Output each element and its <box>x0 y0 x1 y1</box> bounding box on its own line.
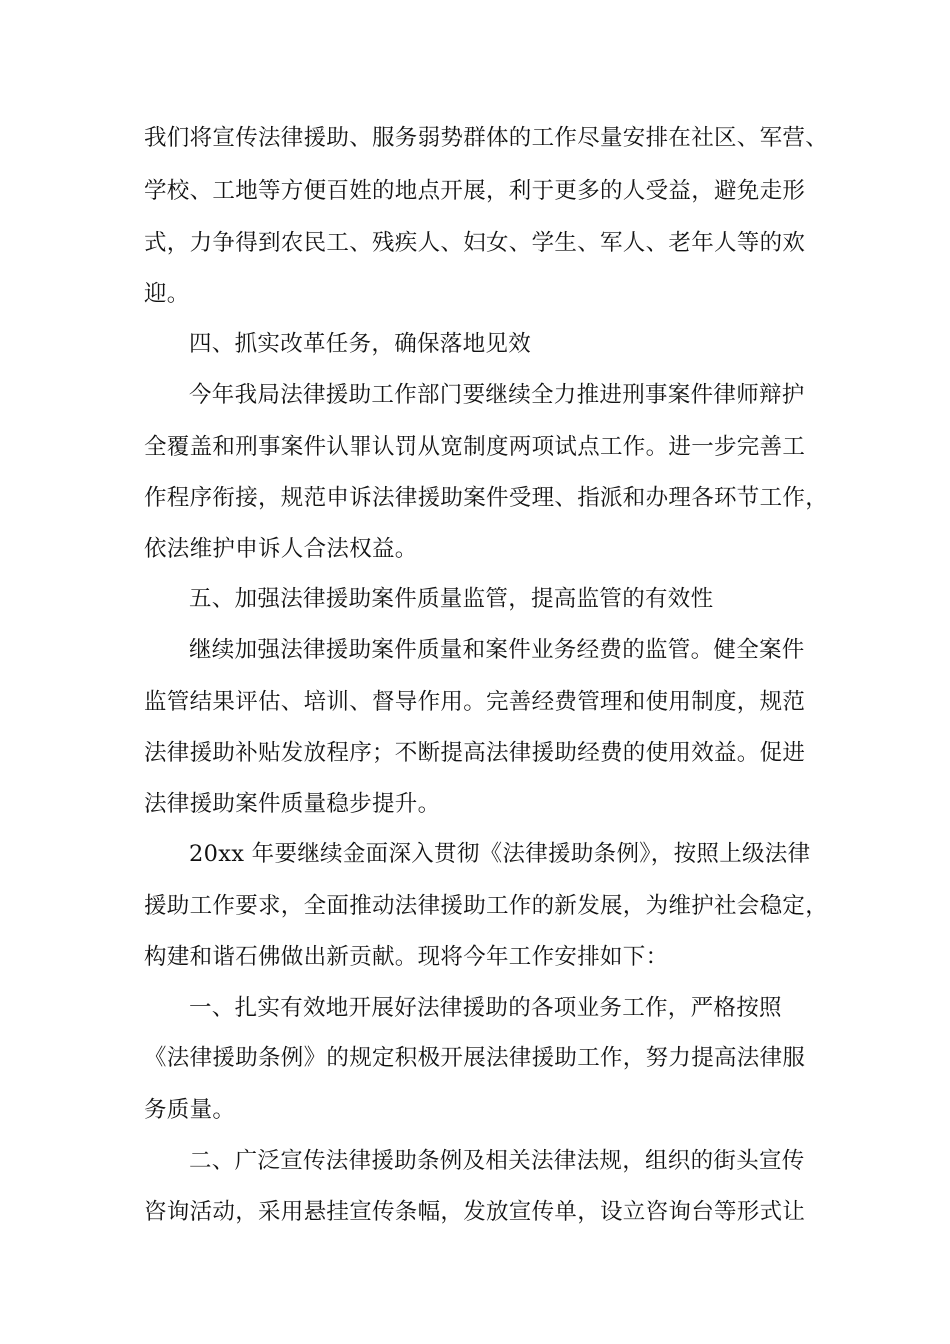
text-line: 务质量。 <box>144 1097 236 1123</box>
section-heading: 四、抓实改革任务，确保落地见效 <box>189 331 532 357</box>
text-line: 监管结果评估、培训、督导作用。完善经费管理和使用制度，规范 <box>144 689 806 715</box>
text-line: 二、广泛宣传法律援助条例及相关法律法规，组织的街头宣传 <box>189 1148 805 1174</box>
text-line: 式，力争得到农民工、残疾人、妇女、学生、军人、老年人等的欢 <box>144 230 806 256</box>
text-line: 构建和谐石佛做出新贡献。现将今年工作安排如下： <box>144 944 669 970</box>
text-line: 我们将宣传法律援助、服务弱势群体的工作尽量安排在社区、军营、 <box>144 125 829 151</box>
text-line: 今年我局法律援助工作部门要继续全力推进刑事案件律师辩护 <box>189 382 805 408</box>
text-line: 20xx 年要继续金面深入贯彻《法律援助条例》，按照上级法律 <box>189 841 811 867</box>
text-line: 依法维护申诉人合法权益。 <box>144 536 418 562</box>
text-line: 咨询活动，采用悬挂宣传条幅，发放宣传单，设立咨询台等形式让 <box>144 1199 806 1225</box>
text-line: 法律援助补贴发放程序；不断提高法律援助经费的使用效益。促进 <box>144 740 806 766</box>
text-line: 援助工作要求，全面推动法律援助工作的新发展，为维护社会稳定， <box>144 893 829 919</box>
text-line: 学校、工地等方便百姓的地点开展，利于更多的人受益，避免走形 <box>144 178 806 204</box>
text-line: 作程序衔接，规范申诉法律援助案件受理、指派和办理各环节工作， <box>144 485 829 511</box>
text-line: 全覆盖和刑事案件认罪认罚从宽制度两项试点工作。进一步完善工 <box>144 434 806 460</box>
text-line: 继续加强法律援助案件质量和案件业务经费的监管。健全案件 <box>189 637 805 663</box>
text-line: 《法律援助条例》的规定积极开展法律援助工作，努力提高法律服 <box>144 1045 806 1071</box>
text-line: 法律援助案件质量稳步提升。 <box>144 791 441 817</box>
text-line: 迎。 <box>144 281 190 307</box>
text-line: 一、扎实有效地开展好法律援助的各项业务工作，严格按照 <box>189 995 782 1021</box>
section-heading: 五、加强法律援助案件质量监管，提高监管的有效性 <box>189 586 714 612</box>
